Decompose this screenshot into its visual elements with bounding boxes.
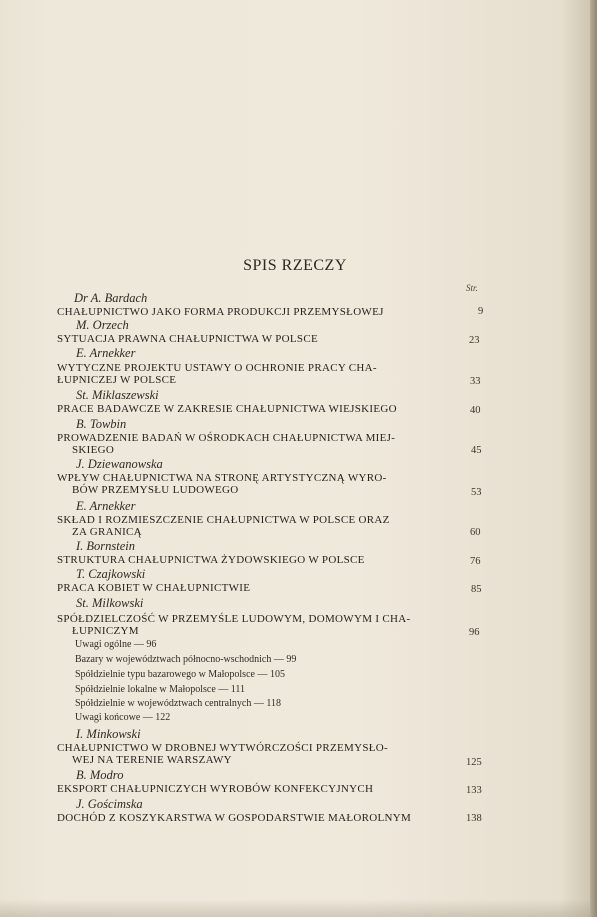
entry-title: CHAŁUPNICTWO JAKO FORMA PRODUKCJI PRZEMYSŁOWEJ [57,306,384,318]
entry-author: B. Modro [76,768,124,782]
entry-page: 60 [470,527,481,538]
entry-title-cont: SKIEGO [72,444,115,456]
entry-title: SPÓŁDZIELCZOŚĆ W PRZEMYŚLE LUDOWYM, DOMOWYM I CHA- [57,613,411,625]
page-title: SPIS RZECZY [243,257,347,274]
page-column-label: Str. [466,283,478,293]
entry-page: 76 [470,556,481,567]
entry-page: 138 [466,813,482,824]
entry-page: 133 [466,785,482,796]
entry-title: WYTYCZNE PROJEKTU USTAWY O OCHRONIE PRACY CHA- [57,362,377,374]
page-edge [590,0,597,917]
entry-title-cont: BÓW PRZEMYSŁU LUDOWEGO [72,484,239,496]
entry-title: PRACE BADAWCZE W ZAKRESIE CHAŁUPNICTWA WIEJSKIEGO [57,403,397,415]
list-item: Spółdzielnie typu bazarowego w Małopolsce — 105 [75,669,285,680]
entry-page: 40 [470,405,481,416]
entry-author: J. Dziewanowska [76,457,163,471]
entry-title: STRUKTURA CHAŁUPNICTWA ŻYDOWSKIEGO W POLSCE [57,554,365,566]
entry-title-cont: ŁUPNICZYM [72,625,139,637]
entry-author: J. Gościmska [76,797,143,811]
entry-title-cont: ŁUPNICZEJ W POLSCE [57,374,177,386]
entry-page: 53 [471,487,482,498]
entry-page: 45 [471,445,482,456]
list-item: Uwagi końcowe — 122 [75,712,171,723]
list-item: Spółdzielnie w województwach centralnych — 118 [75,698,281,709]
entry-author: E. Arnekker [76,499,136,513]
entry-author: St. Milkowski [76,596,144,610]
entry-author: I. Bornstein [76,539,136,553]
entry-author: M. Orzech [76,318,129,332]
entry-author: Dr A. Bardach [74,291,148,305]
entry-title-cont: WEJ NA TERENIE WARSZAWY [72,754,232,766]
list-item: Spółdzielnie lokalne w Małopolsce — 111 [75,684,246,695]
entry-title: WPŁYW CHAŁUPNICTWA NA STRONĘ ARTYSTYCZNĄ WYRO- [57,472,387,484]
entry-author: St. Miklaszewski [76,388,159,402]
entry-title: PROWADZENIE BADAŃ W OŚRODKACH CHAŁUPNICTWA MIEJ- [57,432,396,444]
entry-author: E. Arnekker [76,346,136,360]
entry-author: I. Minkowski [76,727,141,741]
entry-page: 33 [470,376,481,387]
entry-page: 23 [469,335,480,346]
entry-page: 96 [469,627,480,638]
entry-page: 9 [478,306,484,317]
list-item: Bazary w województwach północno-wschodnich — 99 [75,654,297,665]
entry-title: DOCHÓD Z KOSZYKARSTWA W GOSPODARSTWIE MAŁOROLNYM [57,812,412,824]
entry-title: EKSPORT CHAŁUPNICZYCH WYROBÓW KONFEKCYJNYCH [57,783,374,795]
entry-title: CHAŁUPNICTWO W DROBNEJ WYTWÓRCZOŚCI PRZEMYSŁO- [57,742,388,754]
entry-page: 85 [471,584,482,595]
list-item: Uwagi ogólne — 96 [75,639,157,650]
entry-title: PRACA KOBIET W CHAŁUPNICTWIE [57,582,251,594]
entry-author: T. Czajkowski [76,567,146,581]
entry-title: SYTUACJA PRAWNA CHAŁUPNICTWA W POLSCE [57,333,319,345]
entry-author: B. Towbin [76,417,127,431]
entry-title: SKŁAD I ROZMIESZCZENIE CHAŁUPNICTWA W POLSCE ORAZ [57,514,390,526]
entry-title-cont: ZA GRANICĄ [72,526,142,538]
entry-page: 125 [466,757,482,768]
